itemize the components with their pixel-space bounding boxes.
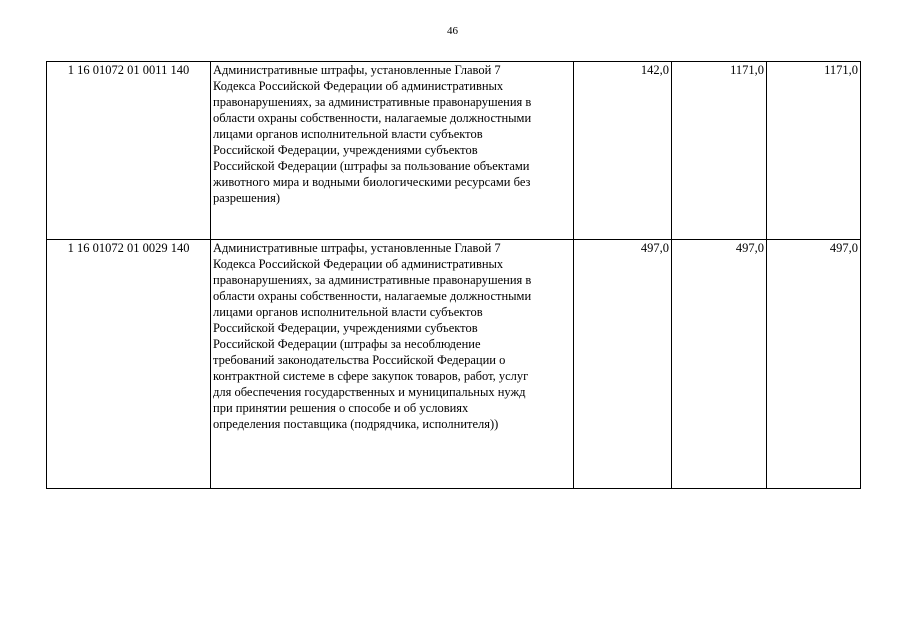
description-line: требований законодательства Российской Федерации о bbox=[213, 353, 506, 367]
budget-table bbox=[46, 61, 861, 489]
description-line: разрешения) bbox=[213, 191, 280, 205]
budget-code-cell: 1 16 01072 01 0029 140 bbox=[47, 240, 211, 489]
description-cell bbox=[211, 62, 574, 240]
value-cell: 142,0 bbox=[574, 62, 672, 240]
description-line: Кодекса Российской Федерации об административных bbox=[213, 257, 504, 271]
value-cell: 1171,0 bbox=[767, 62, 861, 240]
table-row bbox=[47, 62, 861, 240]
page-number: 46 bbox=[447, 25, 458, 37]
description-line: Российской Федерации, учреждениями субъектов bbox=[213, 321, 478, 335]
description-line: Российской Федерации (штрафы за несоблюдение bbox=[213, 337, 481, 351]
description-line: Административные штрафы, установленные Главой 7 bbox=[213, 241, 501, 255]
description-line: определения поставщика (подрядчика, исполнителя)) bbox=[213, 417, 499, 431]
description-line: Административные штрафы, установленные Главой 7 bbox=[213, 63, 501, 77]
description-line: при принятии решения о способе и об условиях bbox=[213, 401, 469, 415]
value-cell: 497,0 bbox=[672, 240, 767, 489]
description-line: Кодекса Российской Федерации об административных bbox=[213, 79, 504, 93]
description-line: правонарушениях, за административные правонарушения в bbox=[213, 95, 532, 109]
budget-code-cell: 1 16 01072 01 0011 140 bbox=[47, 62, 211, 240]
value-cell: 497,0 bbox=[767, 240, 861, 489]
value-cell: 497,0 bbox=[574, 240, 672, 489]
table-row bbox=[47, 240, 861, 489]
description-line: животного мира и водными биологическими ресурсами без bbox=[213, 175, 531, 189]
description-line: контрактной системе в сфере закупок товаров, работ, услуг bbox=[213, 369, 529, 383]
description-line: Российской Федерации (штрафы за пользование объектами bbox=[213, 159, 530, 173]
value-cell: 1171,0 bbox=[672, 62, 767, 240]
description-cell bbox=[211, 240, 574, 489]
description-line: лицами органов исполнительной власти субъектов bbox=[213, 305, 483, 319]
description-line: правонарушениях, за административные правонарушения в bbox=[213, 273, 532, 287]
description-line: области охраны собственности, налагаемые должностными bbox=[213, 111, 532, 125]
description-line: Российской Федерации, учреждениями субъектов bbox=[213, 143, 478, 157]
description-line: лицами органов исполнительной власти субъектов bbox=[213, 127, 483, 141]
description-line: для обеспечения государственных и муниципальных нужд bbox=[213, 385, 526, 399]
description-line: области охраны собственности, налагаемые должностными bbox=[213, 289, 532, 303]
